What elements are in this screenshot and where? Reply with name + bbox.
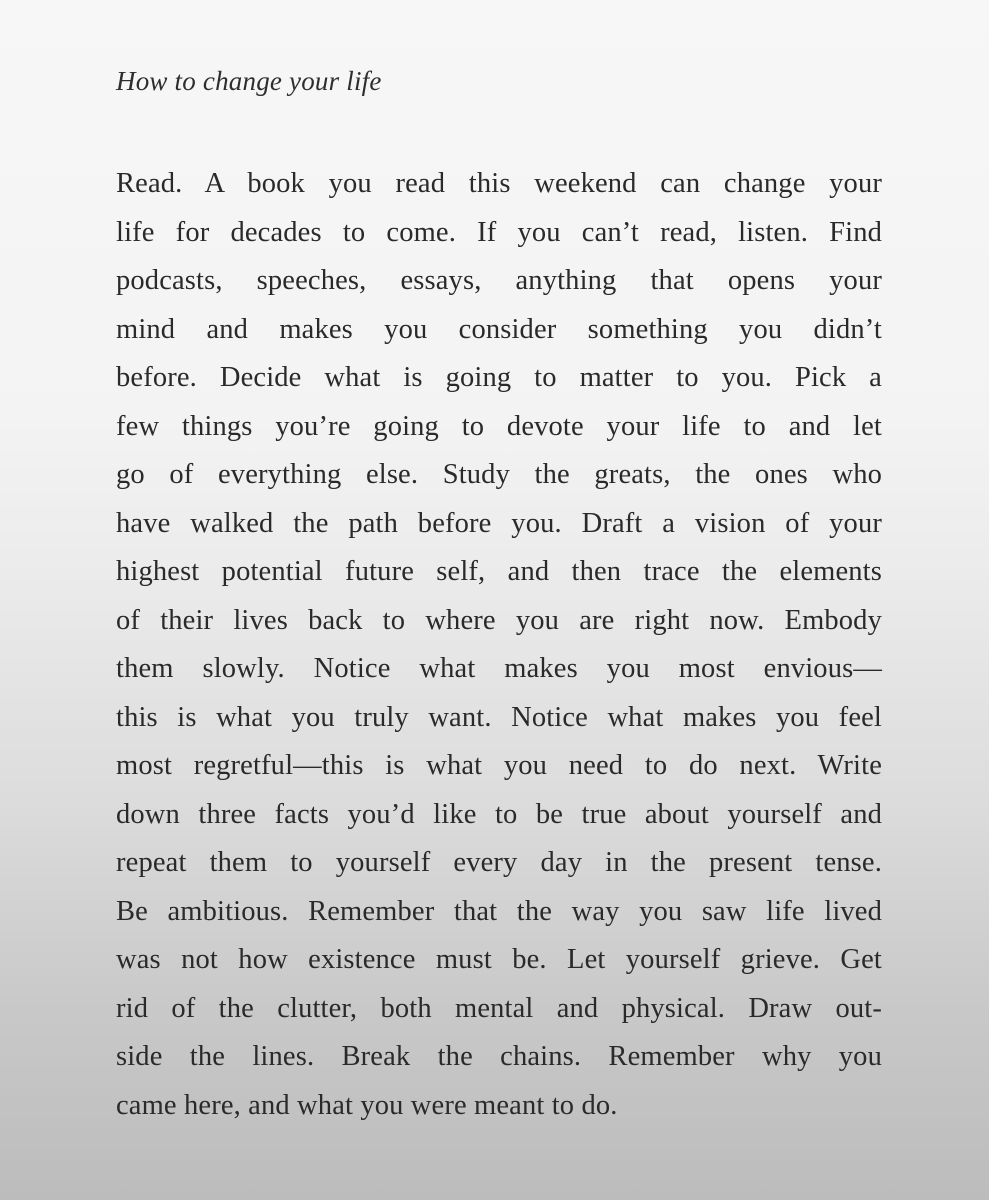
text-line: mind and makes you consider something you didn’t bbox=[116, 313, 882, 345]
page-title: How to change your life bbox=[116, 66, 382, 96]
text-line: Be ambitious. Remember that the way you saw life lived bbox=[116, 895, 882, 927]
text-line: repeat them to yourself every day in the present tense. bbox=[116, 847, 882, 878]
text-line: down three facts you’d like to be true about yourself and bbox=[116, 798, 882, 830]
text-line: highest potential future self, and then trace the elements bbox=[116, 556, 882, 587]
text-line: them slowly. Notice what makes you most envious— bbox=[116, 653, 882, 684]
text-line: came here, and what you were meant to do. bbox=[116, 1089, 618, 1121]
text-line: before. Decide what is going to matter to you. Pick a bbox=[116, 362, 882, 393]
text-line: rid of the clutter, both mental and physical. Draw out- bbox=[116, 992, 882, 1024]
text-line: podcasts, speeches, essays, anything that opens your bbox=[116, 265, 882, 296]
text-line: this is what you truly want. Notice what makes you feel bbox=[116, 701, 882, 733]
text-line: few things you’re going to devote your life to and let bbox=[116, 410, 882, 442]
text-line: of their lives back to where you are right now. Embody bbox=[116, 604, 882, 636]
text-line: was not how existence must be. Let yourself grieve. Get bbox=[116, 944, 882, 975]
text-line: most regretful—this is what you need to do next. Write bbox=[116, 750, 882, 781]
text-line: life for decades to come. If you can’t read, listen. Find bbox=[116, 216, 882, 248]
text-line: have walked the path before you. Draft a vision of your bbox=[116, 507, 882, 539]
text-line: side the lines. Break the chains. Remember why you bbox=[116, 1041, 882, 1072]
text-line: Read. A book you read this weekend can change your bbox=[116, 168, 882, 199]
body-paragraph bbox=[116, 160, 882, 1130]
text-line: go of everything else. Study the greats, the ones who bbox=[116, 459, 882, 490]
